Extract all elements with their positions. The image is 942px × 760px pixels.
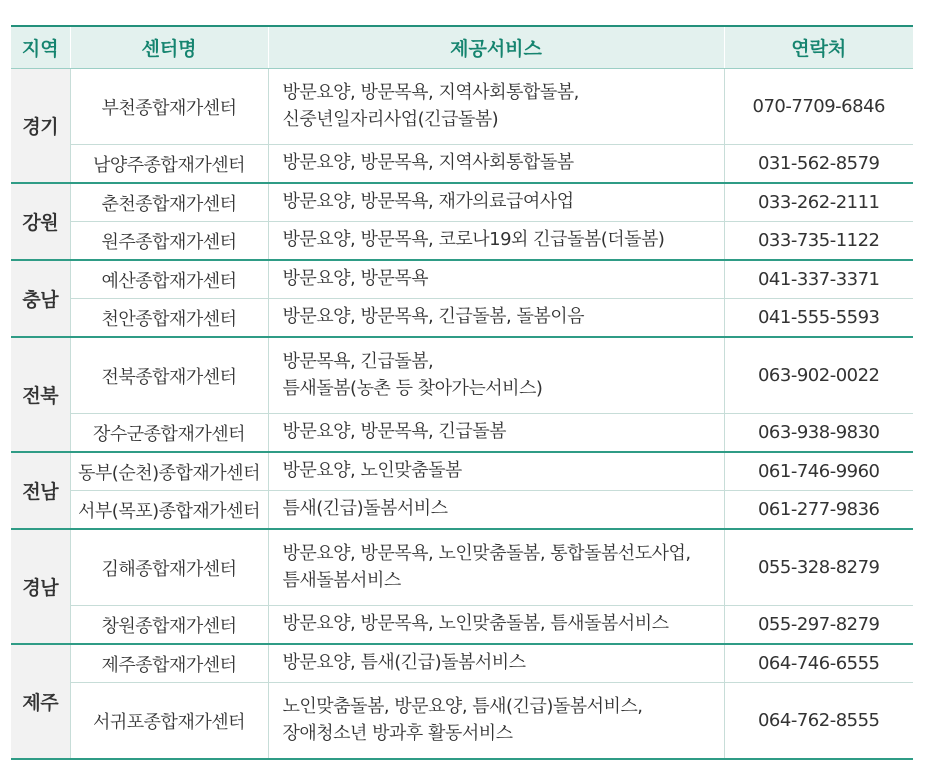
center-name: 장수군종합재가센터 [70,414,268,453]
services-cell [268,145,724,184]
center-name: 천안종합재가센터 [70,299,268,338]
table-row [11,452,913,491]
services-line: 방문요양, 방문목욕, 지역사회통합돌봄 [282,152,574,174]
services-cell [268,222,724,261]
table-row [11,337,913,414]
services-line: 틈새돌봄서비스 [282,569,401,591]
services-cell [268,299,724,338]
services-cell [268,529,724,606]
services-line: 방문요양, 방문목욕, 긴급돌봄 [282,421,507,443]
table-row [11,414,913,453]
phone-number: 041-337-3371 [724,260,913,299]
center-name: 남양주종합재가센터 [70,145,268,184]
region-cell: 전북 [11,337,70,452]
phone-number: 033-735-1122 [724,222,913,261]
center-name: 전북종합재가센터 [70,337,268,414]
header-row [11,26,913,69]
services-line: 방문요양, 방문목욕, 노인맞춤돌봄, 틈새돌봄서비스 [282,613,669,635]
services-cell [268,260,724,299]
center-name: 서부(목포)종합재가센터 [70,491,268,530]
services-cell [268,491,724,530]
services-line: 장애청소년 방과후 활동서비스 [282,722,513,744]
services-line: 노인맞춤돌봄, 방문요양, 틈새(긴급)돌봄서비스, [282,696,643,718]
services-cell [268,644,724,683]
table-row [11,683,913,760]
services-line: 방문목욕, 긴급돌봄, [282,351,434,373]
services-line: 방문요양, 방문목욕, 긴급돌봄, 돌봄이음 [282,306,585,328]
center-name: 창원종합재가센터 [70,606,268,645]
table-row [11,69,913,145]
table-row [11,183,913,222]
services-cell [268,414,724,453]
region-cell: 제주 [11,644,70,759]
table-row [11,606,913,645]
center-name: 동부(순천)종합재가센터 [70,452,268,491]
services-cell [268,683,724,760]
table-row [11,644,913,683]
services-line: 틈새(긴급)돌봄서비스 [282,498,448,520]
services-line: 틈새돌봄(농촌 등 찾아가는서비스) [282,377,543,399]
phone-number: 064-762-8555 [724,683,913,760]
center-name: 제주종합재가센터 [70,644,268,683]
phone-number: 070-7709-6846 [724,69,913,145]
table-row [11,260,913,299]
services-line: 방문요양, 방문목욕, 코로나19외 긴급돌봄(더돌봄) [282,229,665,251]
table-row [11,222,913,261]
services-line: 방문요양, 노인맞춤돌봄 [282,460,462,482]
header-services: 제공서비스 [268,26,724,69]
region-cell: 전남 [11,452,70,529]
center-name: 춘천종합재가센터 [70,183,268,222]
table-row [11,299,913,338]
phone-number: 055-297-8279 [724,606,913,645]
services-line: 방문요양, 방문목욕, 노인맞춤돌봄, 통합돌봄선도사업, [282,543,691,565]
services-line: 방문요양, 방문목욕 [282,268,429,290]
services-line: 방문요양, 틈새(긴급)돌봄서비스 [282,652,526,674]
header-center: 센터명 [70,26,268,69]
header-region: 지역 [11,26,70,69]
center-name: 부천종합재가센터 [70,69,268,145]
services-cell [268,183,724,222]
services-line: 방문요양, 방문목욕, 지역사회통합돌봄, [282,82,579,104]
phone-number: 031-562-8579 [724,145,913,184]
phone-number: 041-555-5593 [724,299,913,338]
services-line: 방문요양, 방문목욕, 재가의료급여사업 [282,191,574,213]
phone-number: 064-746-6555 [724,644,913,683]
services-line: 신중년일자리사업(긴급돌봄) [282,108,499,130]
center-name: 서귀포종합재가센터 [70,683,268,760]
table-row [11,491,913,530]
table-row [11,145,913,184]
phone-number: 033-262-2111 [724,183,913,222]
services-cell [268,606,724,645]
services-cell [268,452,724,491]
header-contact: 연락처 [724,26,913,69]
center-name: 김해종합재가센터 [70,529,268,606]
region-cell: 경남 [11,529,70,644]
services-cell [268,69,724,145]
phone-number: 063-902-0022 [724,337,913,414]
phone-number: 063-938-9830 [724,414,913,453]
services-cell [268,337,724,414]
phone-number: 061-277-9836 [724,491,913,530]
region-cell: 경기 [11,69,70,184]
care-center-table [11,25,913,760]
region-cell: 강원 [11,183,70,260]
center-name: 예산종합재가센터 [70,260,268,299]
phone-number: 055-328-8279 [724,529,913,606]
region-cell: 충남 [11,260,70,337]
center-name: 원주종합재가센터 [70,222,268,261]
table-row [11,529,913,606]
phone-number: 061-746-9960 [724,452,913,491]
